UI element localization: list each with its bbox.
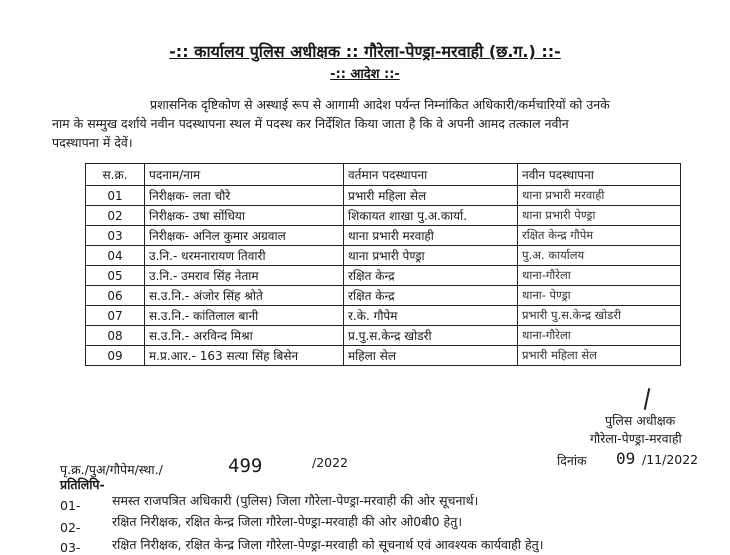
row-current-posting: र.के. गौपेम [344,306,518,326]
row-current-posting: महिला सेल [344,346,518,366]
table-row [86,246,681,266]
row-new-posting: प्रभारी पु.स.केन्द्र खोडरी [518,306,681,326]
office-title-text: -:: कार्यालय पुलिस अधीक्षक :: गौरेला-पेण्ड्रा-मरवाही (छ.ग.) ::- [169,42,561,61]
copy-item-number: 01- [60,498,81,513]
row-name: उ.नि.- उमराव सिंह नेताम [145,266,344,286]
row-current-posting: प्रभारी महिला सेल [344,186,518,206]
row-new-posting: थाना-गौरेला [518,266,681,286]
table-row [86,266,681,286]
table-row [86,326,681,346]
row-name: म.प्र.आर.- 163 सत्या सिंह बिसेन [145,346,344,366]
row-name: निरीक्षक- उषा सोंधिया [145,206,344,226]
order-heading [0,64,730,82]
row-new-posting: थाना- पेण्ड्रा [518,286,681,306]
row-serial: 08 [86,326,145,346]
row-serial: 07 [86,306,145,326]
signature-mark [644,388,651,410]
table-row [86,306,681,326]
row-current-posting: प्र.पु.स.केन्द्र खोडरी [344,326,518,346]
table-header-row [86,164,681,186]
row-current-posting: रक्षित केन्द्र [344,286,518,306]
date-label: दिनांक [557,453,587,468]
row-new-posting: पु.अ. कार्यालय [518,246,681,266]
table-row [86,206,681,226]
row-name: निरीक्षक- अनिल कुमार अग्रवाल [145,226,344,246]
row-new-posting: थाना-गौरेला [518,326,681,346]
row-current-posting: थाना प्रभारी पेण्ड्रा [344,246,518,266]
col-header-new: नवीन पदस्थापना [518,164,681,186]
row-current-posting: शिकायत शाखा पु.अ.कार्या. [344,206,518,226]
row-name: उ.नि.- धरमनारायण तिवारी [145,246,344,266]
row-new-posting: थाना प्रभारी मरवाही [518,186,681,206]
row-serial: 09 [86,346,145,366]
order-heading-text: -:: आदेश ::- [330,67,400,82]
intro-line-1: प्रशासनिक दृष्टिकोण से अस्थाई रूप से आगामी आदेश पर्यन्त निम्नांकित अधिकारी/कर्मचारियों को उनके [150,97,610,112]
date-day: 09 [616,449,636,468]
col-header-serial: स.क्र. [86,164,145,186]
copy-item-text: समस्त राजपत्रित अधिकारी (पुलिस) जिला गौरेला-पेण्ड्रा-मरवाही की ओर सूचनार्थ। [112,493,479,508]
table-row [86,346,681,366]
table-row [86,186,681,206]
row-serial: 02 [86,206,145,226]
intro-line-2: नाम के सम्मुख दर्शाये नवीन पदस्थापना स्थल में पदस्थ कर निर्देशित किया जाता है कि वे अपनी आमद तत्काल नवीन [52,116,569,131]
row-name: निरीक्षक- लता चौरे [145,186,344,206]
table-row [86,226,681,246]
intro-line-3: पदस्थापना में देवें। [52,135,133,150]
row-new-posting: प्रभारी महिला सेल [518,346,681,366]
col-header-current: वर्तमान पदस्थापना [344,164,518,186]
row-serial: 05 [86,266,145,286]
row-name: स.उ.नि.- कांतिलाल बानी [145,306,344,326]
table-row [86,286,681,306]
row-serial: 03 [86,226,145,246]
copy-item-text: रक्षित निरीक्षक, रक्षित केन्द्र जिला गौरेला-पेण्ड्रा-मरवाही की ओर ओ0बी0 हेतु। [112,514,463,529]
row-serial: 04 [86,246,145,266]
row-serial: 01 [86,186,145,206]
row-name: स.उ.नि.- अरविन्द मिश्रा [145,326,344,346]
office-title [0,40,730,62]
signatory-place: गौरेला-पेण्ड्रा-मरवाही [590,431,682,446]
copy-item-number: 02- [60,520,81,535]
row-new-posting: थाना प्रभारी पेण्ड्रा [518,206,681,226]
row-current-posting: रक्षित केन्द्र [344,266,518,286]
copy-item-number: 03- [60,540,81,555]
posting-table [85,163,681,366]
date-rest: /11/2022 [642,452,699,467]
row-name: स.उ.नि.- अंजोर सिंह श्रोते [145,286,344,306]
row-current-posting: थाना प्रभारी मरवाही [344,226,518,246]
reference-prefix: पृ.क्र./पुअ/गौपेम/स्था./ [60,462,163,477]
col-header-name: पदनाम/नाम [145,164,344,186]
signatory-designation: पुलिस अधीक्षक [605,413,676,428]
reference-year: /2022 [312,455,349,470]
row-serial: 06 [86,286,145,306]
row-new-posting: रक्षित केन्द्र गौपेम [518,226,681,246]
order-number: 499 [228,455,263,477]
copy-to-heading: प्रतिलिपि- [60,477,105,492]
copy-item-text: रक्षित निरीक्षक, रक्षित केन्द्र जिला गौरेला-पेण्ड्रा-मरवाही को सूचनार्थ एवं आवश्यक कार्यवाही हेतु। [112,537,544,552]
